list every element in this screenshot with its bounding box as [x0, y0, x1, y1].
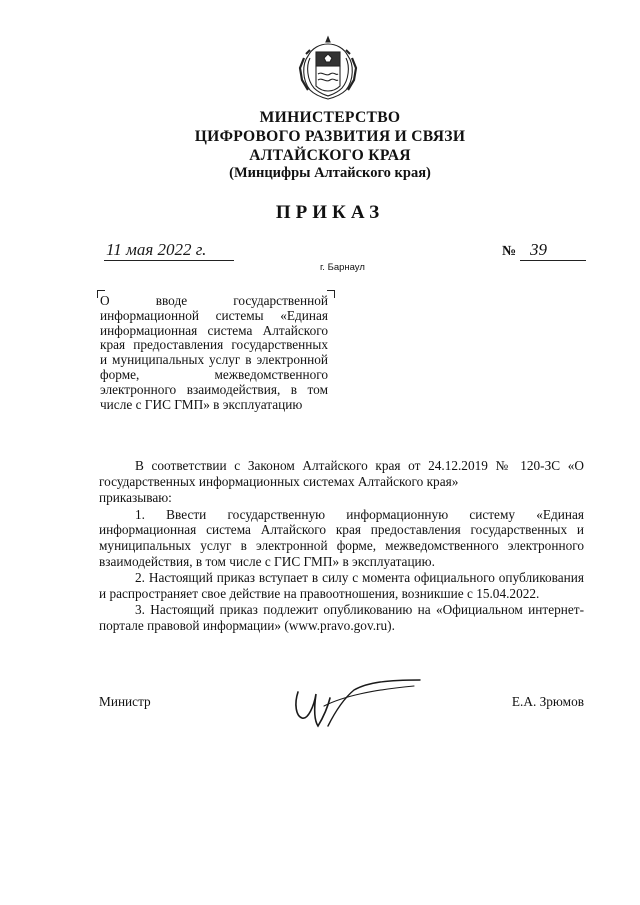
- signatory-name: Е.А. Зрюмов: [511, 694, 584, 709]
- signatory-title: Министр: [99, 694, 151, 709]
- subject-bracket-right: [327, 290, 335, 298]
- order-item-1: 1. Ввести государственную информационную систему «Единая информационная система Алтайского края предоставления государственных и муниципальных услуг в электронной форме, межведомственного электронного взаимодействия, в том числе с ГИС ГМП» в эксплуатацию.: [99, 506, 584, 569]
- number-label: №: [502, 244, 517, 259]
- org-line-3: АЛТАЙСКОГО КРАЯ: [249, 147, 411, 164]
- org-line-1: МИНИСТЕРСТВО: [259, 109, 401, 126]
- document-number: 39: [520, 240, 586, 261]
- coat-of-arms-emblem: [296, 34, 360, 102]
- org-line-2: ЦИФРОВОГО РАЗВИТИЯ И СВЯЗИ: [194, 128, 466, 145]
- handwritten-signature: [284, 676, 424, 734]
- organization-name: [130, 108, 530, 165]
- document-type-title: ПРИКАЗ: [275, 202, 385, 223]
- document-date: 11 мая 2022 г.: [104, 240, 234, 261]
- document-body: [99, 458, 584, 634]
- city-name: г. Барнаул: [320, 262, 365, 273]
- order-word: приказываю:: [99, 490, 172, 506]
- order-item-2: 2. Настоящий приказ вступает в силу с момента официального опубликования и распространяет свое действие на правоотношения, возникшие с 15.04.2022.: [99, 570, 584, 601]
- body-preamble: В соответствии с Законом Алтайского края от 24.12.2019 № 120-ЗС «О государственных информационных системах Алтайского края»: [99, 458, 584, 489]
- order-item-3: 3. Настоящий приказ подлежит опубликованию на «Официальном интернет-портале правовой информации» (www.pravo.gov.ru).: [99, 602, 584, 633]
- organization-short-name: (Минцифры Алтайского края): [229, 165, 431, 181]
- document-subject: О вводе государственной информационной системы «Единая информационная система Алтайского края предоставления государственных и муниципальных услуг в электронной форме, межведомственного электронного взаимодействия, в том числе с ГИС ГМП» в эксплуатацию: [100, 293, 328, 412]
